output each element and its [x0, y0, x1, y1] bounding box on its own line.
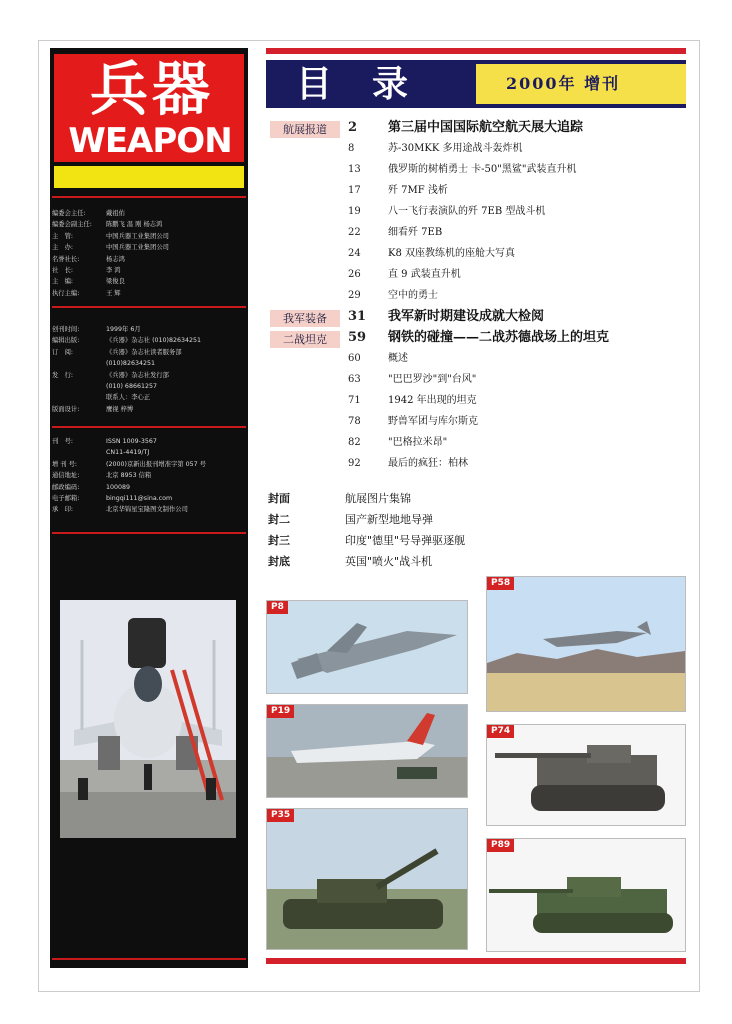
- toc-page-number: 78: [348, 416, 361, 427]
- logo-chinese: 兵器: [89, 55, 214, 123]
- magazine-logo: [54, 54, 244, 162]
- info-label: 名誉社长:: [52, 255, 80, 263]
- info-value: 梁俊良: [106, 278, 125, 286]
- cover-label: 封面: [268, 492, 290, 505]
- info-row: [52, 392, 248, 403]
- info-row: [52, 504, 248, 515]
- info-label: 订 阅:: [52, 348, 74, 356]
- toc-entry[interactable]: [348, 182, 688, 200]
- toc-page-number: 19: [348, 206, 361, 217]
- picture-tag: P8: [267, 601, 288, 614]
- info-value: 北京 8953 信箱: [106, 472, 152, 480]
- info-value: 联系人：李心正: [106, 394, 151, 402]
- picture-p89: [486, 838, 686, 952]
- picture-tag: P89: [487, 839, 514, 852]
- picture-p74: [486, 724, 686, 826]
- info-row: [52, 208, 248, 219]
- section-tag: 航展报道: [270, 121, 340, 138]
- cover-label: 封二: [268, 513, 290, 526]
- picture-tag: P19: [267, 705, 294, 718]
- info-value: 《兵器》杂志社读者服务部: [106, 348, 182, 356]
- top-red-rule: [266, 48, 686, 54]
- info-label: 版面设计:: [52, 405, 80, 413]
- info-row: [52, 493, 248, 504]
- info-label: 承 印:: [52, 506, 74, 514]
- info-value: 王 辉: [106, 289, 121, 297]
- divider: [52, 306, 246, 308]
- divider: [52, 196, 246, 198]
- info-value: bingqi111@sina.com: [106, 494, 173, 502]
- picture-p35: [266, 808, 468, 950]
- toc-page-number: 31: [348, 309, 367, 324]
- toc-entry[interactable]: [348, 413, 688, 431]
- toc-title: 歼 7MF 浅析: [388, 185, 448, 196]
- info-row: [52, 370, 248, 381]
- toc-entry[interactable]: [348, 329, 688, 347]
- toc-page-number: 92: [348, 458, 361, 469]
- toc-title: K8 双座教练机的座舱大写真: [388, 248, 516, 259]
- toc-page-number: 29: [348, 290, 361, 301]
- toc-entry[interactable]: [348, 434, 688, 452]
- toc-page-number: 22: [348, 227, 361, 238]
- toc-page-number: 63: [348, 374, 361, 385]
- info-row: [52, 276, 248, 287]
- issue-label-box: [476, 64, 686, 104]
- cover-entry: [268, 532, 568, 550]
- info-row: [52, 347, 248, 358]
- info-label: 刊 号:: [52, 438, 74, 445]
- bottom-red-rule: [266, 958, 686, 964]
- toc-title: 我军新时期建设成就大检阅: [388, 309, 545, 324]
- toc-title: 八一飞行表演队的歼 7EB 型战斗机: [388, 206, 546, 217]
- toc-title: 苏-30MKK 多用途战斗轰炸机: [388, 143, 523, 154]
- info-value: 中国兵器工业集团公司: [106, 244, 169, 252]
- section-tag: 我军装备: [270, 310, 340, 327]
- info-label: 发 行:: [52, 371, 74, 379]
- info-value: 中国兵器工业集团公司: [106, 232, 169, 240]
- toc-entry[interactable]: [348, 245, 688, 263]
- divider: [52, 958, 246, 960]
- info-value: 鹰视 梓博: [106, 405, 134, 413]
- toc-entry[interactable]: [348, 140, 688, 158]
- info-row: [52, 404, 248, 415]
- info-label: 编辑出版:: [52, 337, 80, 345]
- cover-entry: [268, 490, 568, 508]
- info-label: 社 长:: [52, 266, 74, 274]
- info-row: [52, 482, 248, 493]
- info-label: 电子邮箱:: [52, 494, 80, 502]
- toc-page-number: 26: [348, 269, 361, 280]
- info-row: [52, 358, 248, 369]
- divider: [52, 426, 246, 428]
- picture-p19: [266, 704, 468, 798]
- su30-front-photo: [60, 600, 236, 838]
- section-tag: 二战坦克: [270, 331, 340, 348]
- cover-title: 国产新型地地导弹: [345, 513, 433, 526]
- info-value: 李 鸿: [106, 266, 121, 274]
- toc-title: 最后的疯狂：柏林: [388, 458, 468, 469]
- toc-page-number: 71: [348, 395, 361, 406]
- toc-entry[interactable]: [348, 308, 688, 326]
- info-row: [52, 254, 248, 265]
- info-row: [52, 436, 248, 447]
- sidebar: [50, 48, 248, 968]
- divider: [52, 532, 246, 534]
- logo-english: WEAPON: [68, 121, 232, 161]
- toc-title: 1942 年出现的坦克: [388, 395, 477, 406]
- info-value: (010)82634251: [106, 360, 155, 368]
- toc-title: 第三届中国国际航空航天展大追踪: [388, 120, 584, 135]
- toc-page-number: 59: [348, 330, 367, 345]
- toc-page-number: 8: [348, 143, 355, 154]
- toc-entry[interactable]: [348, 455, 688, 473]
- cover-entry: [268, 553, 568, 571]
- cover-label: 封底: [268, 555, 290, 568]
- info-label: 邮政编码:: [52, 483, 80, 491]
- registry-info: [52, 436, 248, 516]
- picture-tag: P35: [267, 809, 294, 822]
- info-label: 编委会主任:: [52, 210, 86, 217]
- toc-page-number: 13: [348, 164, 361, 175]
- info-label: 主 编:: [52, 278, 74, 286]
- title-banner: [266, 60, 686, 108]
- cover-title: 印度"德里"号导弹驱逐舰: [345, 534, 466, 547]
- info-label: 增 刊 号:: [52, 460, 78, 468]
- info-value: CN11-4419/TJ: [106, 449, 150, 457]
- info-label: 通信地址:: [52, 472, 80, 480]
- info-value: 《兵器》杂志社发行部: [106, 371, 169, 379]
- info-value: 1999年 6月: [106, 326, 141, 333]
- info-row: [52, 447, 248, 458]
- info-label: 主 管:: [52, 232, 74, 240]
- logo-yellow-bar: [54, 166, 244, 188]
- toc-page-number: 2: [348, 120, 358, 135]
- info-row: [52, 219, 248, 230]
- info-label: 编委会副主任:: [52, 221, 92, 229]
- toc-entry[interactable]: [348, 161, 688, 179]
- picture-p58: [486, 576, 686, 712]
- info-row: [52, 335, 248, 346]
- info-value: 杨志鸿: [106, 255, 125, 263]
- info-row: [52, 470, 248, 481]
- info-label: 执行主编:: [52, 289, 80, 297]
- info-row: [52, 231, 248, 242]
- toc-title: 概述: [388, 353, 408, 364]
- info-row: [52, 459, 248, 470]
- toc-page-number: 17: [348, 185, 361, 196]
- toc-title: 空中的勇士: [388, 290, 438, 301]
- info-value: 《兵器》杂志社 (010)82634251: [106, 337, 202, 345]
- toc-entry[interactable]: [348, 392, 688, 410]
- info-value: ISSN 1009-3567: [106, 438, 157, 445]
- cover-entry: [268, 511, 568, 529]
- picture-tag: P58: [487, 577, 514, 590]
- masthead: [52, 208, 248, 299]
- toc-page-number: 60: [348, 353, 361, 364]
- cover-title: 航展图片集锦: [345, 492, 411, 505]
- toc-page-number: 82: [348, 437, 361, 448]
- toc-title: "巴巴罗沙"到"台风": [388, 374, 477, 385]
- toc-entry[interactable]: [348, 224, 688, 242]
- toc-title: 直 9 武装直升机: [388, 269, 461, 280]
- info-value: (2000)京新出报刊增准字第 057 号: [106, 460, 206, 468]
- toc-entry[interactable]: [348, 119, 688, 137]
- toc-title: 钢铁的碰撞——二战苏德战场上的坦克: [388, 330, 610, 345]
- toc-title: 俄罗斯的树梢勇士 卡-50"黑鲨"武装直升机: [388, 164, 577, 175]
- publication-info: [52, 324, 248, 415]
- toc-entry[interactable]: [348, 287, 688, 305]
- toc-title: 细看歼 7EB: [388, 227, 443, 238]
- info-row: [52, 242, 248, 253]
- picture-p8: [266, 600, 468, 694]
- cover-label: 封三: [268, 534, 290, 547]
- page-title: 目录: [296, 63, 449, 105]
- info-row: [52, 324, 248, 335]
- toc-entry[interactable]: [348, 350, 688, 368]
- info-row: [52, 381, 248, 392]
- info-value: 100089: [106, 483, 131, 491]
- toc-title: 野兽军团与库尔斯克: [388, 416, 478, 427]
- info-label: 主 办:: [52, 244, 74, 252]
- toc-title: "巴格拉米昂": [388, 437, 448, 448]
- info-label: 创刊时间:: [52, 326, 80, 333]
- toc-page-number: 24: [348, 248, 361, 259]
- toc-entry[interactable]: [348, 266, 688, 284]
- cover-title: 英国"喷火"战斗机: [345, 555, 433, 568]
- info-value: 戴祖佑: [106, 210, 125, 217]
- info-value: 陈鹏飞 温 刚 杨志鸿: [106, 221, 163, 229]
- toc-entry[interactable]: [348, 203, 688, 221]
- toc-entry[interactable]: [348, 371, 688, 389]
- info-value: (010) 68661257: [106, 382, 157, 390]
- info-value: 北京华锦星宝隆图文制作公司: [106, 506, 188, 514]
- info-row: [52, 288, 248, 299]
- info-row: [52, 265, 248, 276]
- issue-label: 2000年 增刊: [506, 74, 621, 93]
- picture-tag: P74: [487, 725, 514, 738]
